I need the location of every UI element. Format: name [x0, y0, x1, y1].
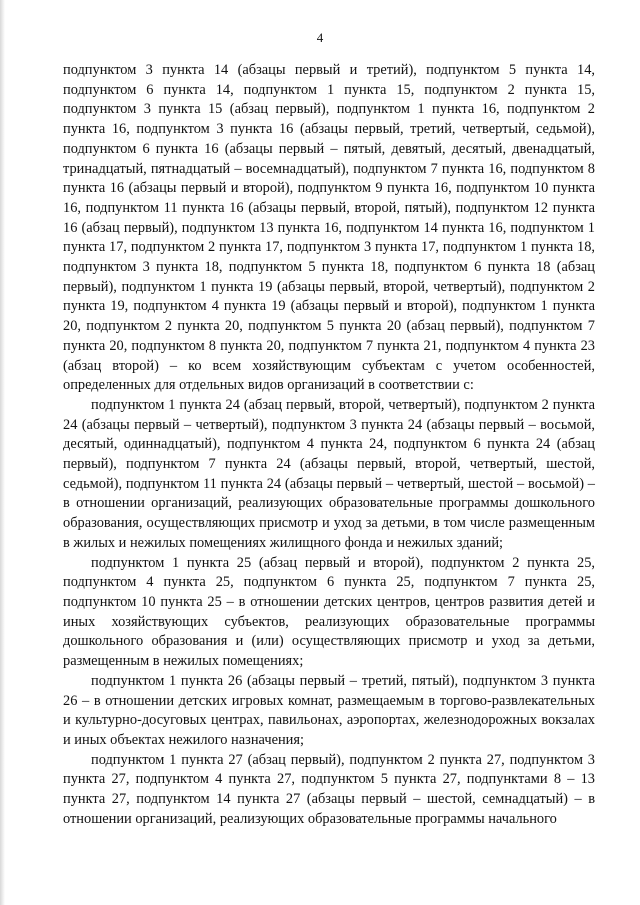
document-body	[63, 61, 595, 829]
scan-edge-shadow	[0, 0, 5, 905]
paragraph-clause-27: подпунктом 1 пункта 27 (абзац первый), подпунктом 2 пункта 27, подпунктом 3 пункта 27, подпунктом 4 пункта 27, подпунктом 5 пункта 27, подпунктами 8 – 13 пункта 27, подпунктом 14 пункта 27 (абзацы первый – шестой, семнадцатый) – в отношении организаций, реализующих образовательные программы начального	[63, 751, 595, 827]
paragraph-clause-24: подпунктом 1 пункта 24 (абзац первый, второй, четвертый), подпунктом 2 пункта 24 (абзацы первый – четвертый), подпунктом 3 пункта 24 (абзацы первый – восьмой, десятый, одиннадцатый), подпунктом 4 пункта 24, подпунктом 6 пункта 24 (абзац первый), подпунктом 7 пункта 24 (абзацы первый, второй, четвертый, шестой, седьмой), подпунктом 11 пункта 24 (абзацы первый – четвертый, шестой – восьмой) – в отношении организаций, реализующих образовательные программы дошкольного образования, осуществляющих присмотр и уход за детьми, в том числе размещенным в жилых и нежилых помещениях жилищного фонда и нежилых зданий;	[63, 396, 595, 551]
page-number: 4	[316, 30, 324, 45]
paragraph-continuation: подпунктом 3 пункта 14 (абзацы первый и третий), подпунктом 5 пункта 14, подпунктом 6 пункта 14, подпунктом 1 пункта 15, подпунктом 2 пункта 15, подпунктом 3 пункта 15 (абзац первый), подпунктом 1 пункта 16, подпунктом 2 пункта 16, подпунктом 3 пункта 16 (абзацы первый, третий, четвертый, седьмой), подпунктом 6 пункта 16 (абзацы первый – пятый, девятый, десятый, двенадцатый, тринадцатый, пятнадцатый – восемнадцатый), подпунктом 7 пункта 16, подпунктом 8 пункта 16 (абзацы первый и второй), подпунктом 9 пункта 16, подпунктом 10 пункта 16, подпунктом 11 пункта 16 (абзацы первый, второй, пятый), подпунктом 12 пункта 16 (абзац первый), подпунктом 13 пункта 16, подпунктом 14 пункта 16, подпунктом 1 пункта 17, подпунктом 2 пункта 17, подпунктом 3 пункта 17, подпунктом 1 пункта 18, подпунктом 3 пункта 18, подпунктом 5 пункта 18, подпунктом 6 пункта 18 (абзац первый), подпунктом 1 пункта 19 (абзацы первый, второй, четвертый), подпунктом 2 пункта 19, подпунктом 4 пункта 19 (абзацы первый и второй), подпунктом 1 пункта 20, подпунктом 2 пункта 20, подпунктом 5 пункта 20 (абзац первый), подпунктом 7 пункта 20, подпунктом 8 пункта 20, подпунктом 7 пункта 21, подпунктом 4 пункта 23 (абзац второй) – ко всем хозяйствующим субъектам с учетом особенностей, определенных для отдельных видов организаций в соответствии с:	[63, 62, 595, 394]
paragraph-clause-26: подпунктом 1 пункта 26 (абзацы первый – третий, пятый), подпунктом 3 пункта 26 – в отношении детских игровых комнат, размещаемым в торгово-развлекательных и культурно-досуговых центрах, павильонах, аэропортах, железнодорожных вокзалах и иных объектах нежилого назначения;	[63, 672, 595, 748]
paragraph-clause-25: подпунктом 1 пункта 25 (абзац первый и второй), подпунктом 2 пункта 25, подпунктом 4 пункта 25, подпунктом 6 пункта 25, подпунктом 7 пункта 25, подпунктом 10 пункта 25 – в отношении детских центров, центров развития детей и иных хозяйствующих субъектов, реализующих образовательные программы дошкольного образования и (или) осуществляющих присмотр и уход за детьми, размещенным в нежилых помещениях;	[63, 554, 595, 670]
